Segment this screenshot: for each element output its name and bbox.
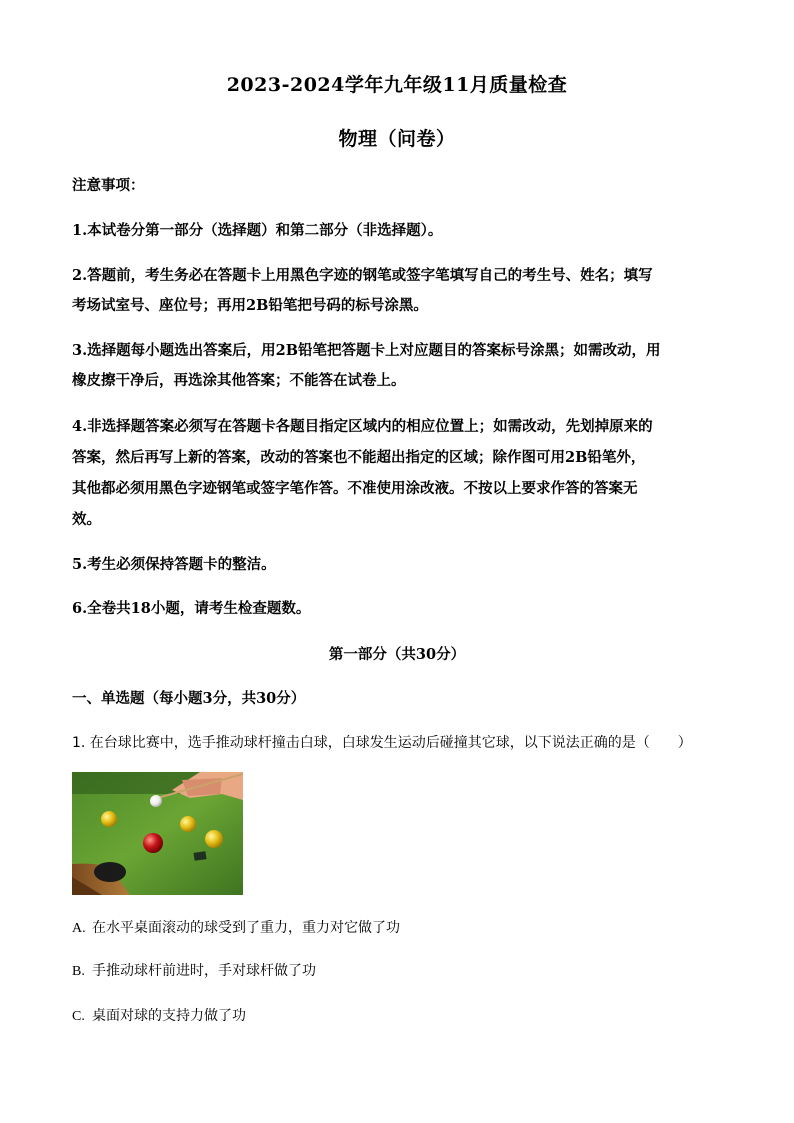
notice-line: 5.考生必须保持答题卡的整洁。 [72,556,276,573]
notice-line: 效。 [72,511,101,528]
exam-title: 2023-2024学年九年级11月质量检查 [226,74,568,96]
option-letter: C. [72,1009,85,1024]
notice-line: 考场试室号、座位号；再用2B铅笔把号码的标号涂黑。 [72,297,428,314]
notice-line: 1.本试卷分第一部分（选择题）和第二部分（非选择题）。 [72,222,443,239]
notice-heading: 注意事项： [72,177,145,194]
option-c [72,1006,732,1027]
option-b [72,961,732,982]
notice-line: 答案，然后再写上新的答案，改动的答案也不能超出指定的区域；除作图可用2B铅笔外， [72,449,646,466]
option-text: 手推动球杆前进时，手对球杆做了功 [92,963,316,979]
section-heading: 一、单选题（每小题3分，共30分） [72,690,306,707]
option-letter: B. [72,964,85,979]
billiards-illustration [72,772,243,895]
notice-line: 2.答题前，考生务必在答题卡上用黑色字迹的钢笔或签字笔填写自己的考生号、姓名；填写 [72,267,653,284]
notice-line: 6.全卷共18小题，请考生检查题数。 [72,600,311,617]
part-heading: 第一部分（共30分） [328,646,466,663]
notice-line: 4.非选择题答案必须写在答题卡各题目指定区域内的相应位置上；如需改动，先划掉原来的 [72,418,653,435]
option-text: 桌面对球的支持力做了功 [92,1008,246,1024]
option-letter: A. [72,921,86,936]
notice-line: 其他都必须用黑色字迹钢笔或签字笔作答。不准使用涂改液。不按以上要求作答的答案无 [72,480,638,497]
option-a [72,918,732,939]
exam-subtitle: 物理（问卷） [338,128,456,150]
question-stem: 1. 在台球比赛中，选手推动球杆撞击白球，白球发生运动后碰撞其它球，以下说法正确的是（ ） [72,735,692,751]
option-text: 在水平桌面滚动的球受到了重力，重力对它做了功 [92,920,400,936]
notice-line: 3.选择题每小题选出答案后，用2B铅笔把答题卡上对应题目的答案标号涂黑；如需改动，用 [72,342,661,359]
notice-line: 橡皮擦干净后，再选涂其他答案；不能答在试卷上。 [72,372,406,389]
billiards-photo [72,772,243,895]
